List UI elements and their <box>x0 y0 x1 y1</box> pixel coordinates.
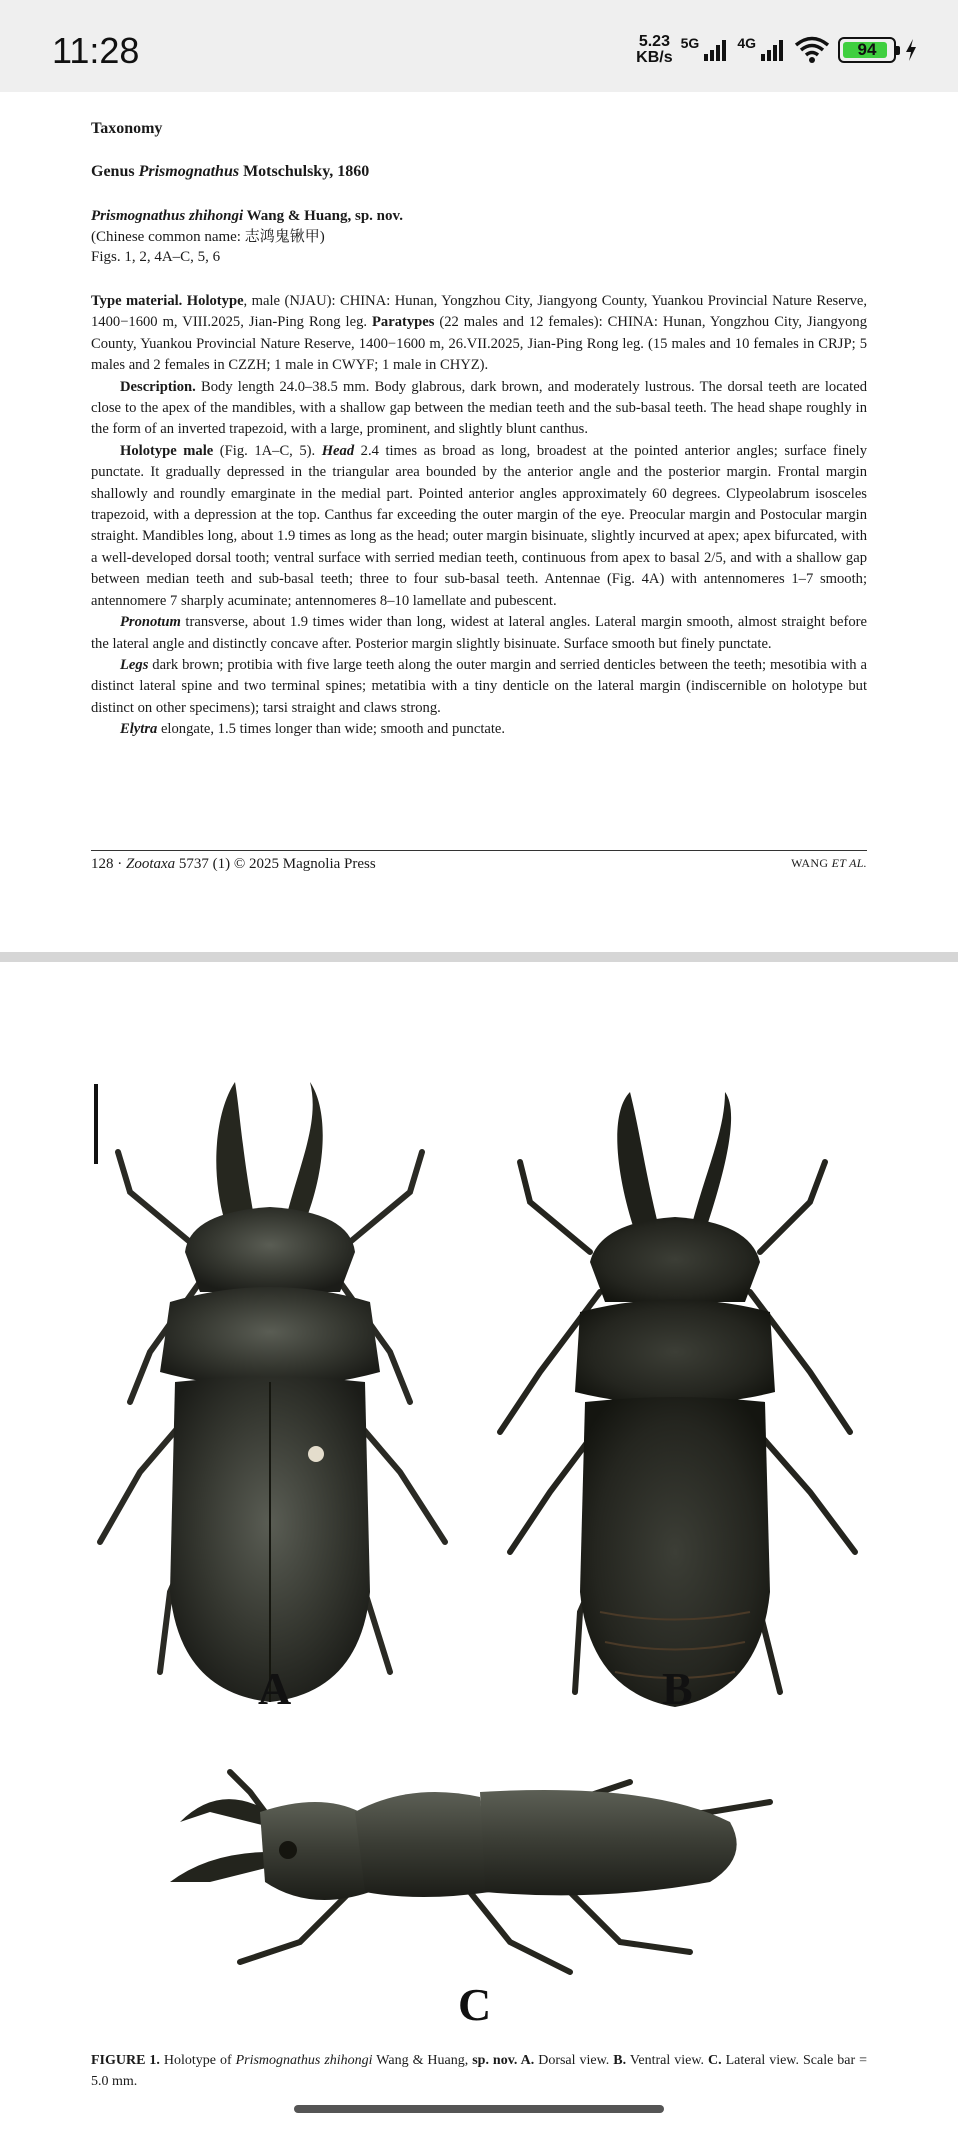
network-type-5g: 5G <box>680 35 700 51</box>
caption-a-text: Dorsal view. <box>534 2053 614 2068</box>
home-indicator[interactable] <box>294 2105 664 2113</box>
paratypes-text: (22 males and 12 females): CHINA: Hunan, Yongzhou City, Jiangyong County, Yuankou Provincial Nature Reserve, 1400−1600 m, 26.VII.2025, Jian-Ping Rong leg. (15 males and 10 females in CRJP; 5 males and 2 females in CZZH; 1 male in CWYF; 1 male in CHYZ). <box>91 314 867 374</box>
holotype-paragraph <box>91 441 867 612</box>
legs-paragraph <box>91 655 867 719</box>
head-text: 2.4 times as broad as long, broadest at the pointed anterior angles; surface finely punctate. It gradually depressed in the triangular area bounded by the anterior angle and the posterior margin. Frontal margin shallowly and roundly emarginate in the medial part. Pointed anterior angles approximately 60 degrees. Clypeolabrum isosceles trapezoid, with a depression at the top. Canthus far exceeding the outer margin of the eye. Preocular margin and Postocular margin straight. Mandibles long, about 1.9 times as long as the head; outer margin bisinuate, slightly incurved at apex; apex bifurcated, with a well-developed dorsal tooth; ventral surface with serried median teeth, continuous from apex to basal 2/5, and with a shallow gap between median teeth and sub-basal teeth; three to four sub-basal teeth. Antennae (Fig. 4A) with antennomeres 1–7 smooth; antennomere 7 sharply acuminate; antennomeres 8–10 lamellate and pubescent. <box>91 442 868 609</box>
type-material-label: Type material. Holotype <box>91 293 244 309</box>
caption-b-text: Ventral view. <box>626 2053 709 2068</box>
elytra-label: Elytra <box>120 721 158 738</box>
journal-name: Zootaxa <box>126 856 176 872</box>
genus-heading <box>91 163 867 181</box>
network-speed-unit: KB/s <box>636 49 673 66</box>
section-heading <box>91 120 867 138</box>
wifi-icon <box>794 36 830 64</box>
taxonomy-heading: Taxonomy <box>91 120 163 137</box>
species-author: Wang & Huang, sp. nov. <box>243 208 403 224</box>
caption-b-label: B. <box>613 2053 627 2068</box>
footer-rule <box>91 850 867 851</box>
footer-etal: ET AL. <box>828 856 867 870</box>
figures-reference: Figs. 1, 2, 4A–C, 5, 6 <box>91 249 221 265</box>
footer-citation <box>91 856 376 873</box>
head-label: Head <box>321 442 355 459</box>
page-footer <box>91 856 867 873</box>
beetle-dorsal-photo <box>90 1072 470 1752</box>
caption-species: Prismognathus zhihongi <box>235 2053 373 2068</box>
signal-icon <box>760 38 786 62</box>
elytra-text: elongate, 1.5 times longer than wide; smooth and punctate. <box>157 721 506 738</box>
species-heading <box>91 206 867 227</box>
species-name: Prismognathus zhihongi <box>91 208 244 224</box>
panel-label-a: A <box>258 1663 292 1714</box>
footer-separator: · <box>113 856 126 872</box>
network-speed <box>636 34 672 66</box>
beetle-ventral-photo <box>490 1072 870 1752</box>
description-paragraph <box>91 377 867 441</box>
caption-a-label: A. <box>517 2053 535 2068</box>
footer-author: WANG <box>791 856 829 870</box>
panel-label-b: B <box>662 1663 693 1714</box>
holotype-ref: (Fig. 1A–C, 5). <box>213 442 322 459</box>
network-speed-value: 5.23 <box>638 33 670 50</box>
species-block <box>91 206 867 268</box>
caption-label: FIGURE 1. <box>91 2053 160 2068</box>
network-type-4g: 4G <box>737 35 756 51</box>
caption-c-label: C. <box>708 2053 722 2068</box>
footer-authors <box>791 856 867 873</box>
clock: 11:28 <box>52 30 140 71</box>
status-icons <box>636 34 918 66</box>
pronotum-text: transverse, about 1.9 times wider than long, widest at lateral angles. Lateral margin smooth, almost straight before the lateral angle and distinctly concave after. Posterior margin slightly bisinuate. Surface smooth but finely punctate. <box>91 614 867 652</box>
status-bar <box>0 0 958 92</box>
caption-text: Holotype of <box>159 2053 236 2068</box>
genus-prefix: Genus <box>91 163 139 180</box>
battery-icon <box>838 37 896 63</box>
legs-text: dark brown; protibia with five large teeth along the outer margin and serried denticles between the teeth; mesotibia with a distinct lateral spine and two terminal spines; metatibia with a tiny denticle on the lateral margin (indiscernible on holotype but distinct on other specimens); tarsi straight and claws strong. <box>91 656 867 716</box>
legs-label: Legs <box>120 656 149 673</box>
figure-caption <box>91 2050 867 2092</box>
page-divider <box>0 952 958 962</box>
caption-text: Wang & Huang, <box>372 2053 473 2068</box>
type-material-paragraph <box>91 291 867 377</box>
beetle-lateral-photo <box>150 1742 850 1982</box>
elytra-paragraph <box>91 719 867 740</box>
genus-author: Motschulsky, 1860 <box>239 163 370 180</box>
caption-sp-nov: sp. nov. <box>472 2053 518 2068</box>
description-label: Description. <box>120 378 196 395</box>
battery-percent: 94 <box>857 40 877 59</box>
description-text: Body length 24.0–38.5 mm. Body glabrous, dark brown, and moderately lustrous. The dorsal teeth are located close to the apex of the mandibles, with a shallow gap between the median teeth and the sub-basal teeth. The head shape roughly in the form of an inverted trapezoid, with a large, prominent, and slightly blunt canthus. <box>91 378 867 438</box>
charging-icon <box>904 38 918 62</box>
pronotum-paragraph <box>91 612 867 655</box>
page-number: 128 <box>91 856 114 872</box>
figure-page <box>0 962 958 2129</box>
genus-name: Prismognathus <box>138 163 240 180</box>
pronotum-label: Pronotum <box>120 614 181 631</box>
panel-label-c: C <box>458 1979 492 2030</box>
main-body-text <box>91 291 867 741</box>
caption-c-text: Lateral view. Scale bar = 5.0 mm. <box>91 2053 868 2089</box>
type-material-text: , male (NJAU): CHINA: Hunan, Yongzhou City, Jiangyong County, Yuankou Provincial Nature Reserve, 1400−1600 m, VIII.2025, Jian-Ping Rong leg. <box>91 293 867 331</box>
paratypes-label: Paratypes <box>372 314 435 331</box>
journal-issue: 5737 (1) © 2025 Magnolia Press <box>175 856 376 872</box>
signal-icon <box>703 38 729 62</box>
holotype-label: Holotype male <box>120 442 214 459</box>
document-page-128 <box>0 92 958 952</box>
common-name: (Chinese common name: 志鸿鬼锹甲) <box>91 228 325 245</box>
